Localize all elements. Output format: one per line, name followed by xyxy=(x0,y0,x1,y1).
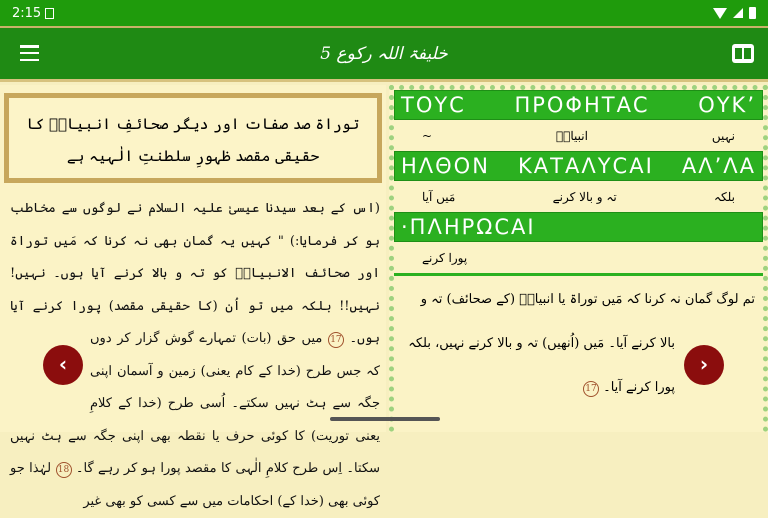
status-bar xyxy=(0,0,768,26)
app-bar xyxy=(0,26,768,82)
divider xyxy=(394,273,763,276)
screenshot-icon xyxy=(45,8,54,19)
greek-word[interactable]: ΗΛΘΟΝ xyxy=(401,154,490,178)
section-heading: توراۃ صد صفات اور دیگر صحائفِ انبیاءؑ کا حقیقی مقصد ظہورِ سلطنتِ الٰہیہ ہے xyxy=(4,93,382,183)
greek-word[interactable]: ΑΛ’ΛΑ xyxy=(681,154,756,178)
urdu-row xyxy=(394,242,763,273)
clock: 2:15 xyxy=(12,5,42,21)
urdu-row xyxy=(394,181,763,212)
previous-button[interactable]: ‹ xyxy=(43,345,83,385)
translation: تم لوگ گمان نہ کرنا کہ مَیں توراۃ یا انبیاءؑ (کے صحائف) تہ و بالا کرنے آیا۔ مَیں (اُنھیں) تہ و بالا کرنے نہیں، بلکہ پورا کرنے آیا۔ xyxy=(408,292,755,395)
urdu-gloss: ~ xyxy=(422,128,433,143)
book-view-icon[interactable] xyxy=(732,44,754,63)
urdu-gloss: نہیں xyxy=(711,128,735,143)
battery-icon xyxy=(749,7,756,19)
greek-word[interactable]: ΚΑΤΑΛΥϹΑΙ xyxy=(518,154,654,178)
greek-row xyxy=(394,151,763,181)
translation-text xyxy=(394,278,763,410)
greek-word[interactable]: ΠΡΟΦΗΤΑϹ xyxy=(514,93,650,117)
greek-word[interactable]: ΤΟΥϹ xyxy=(401,93,466,117)
urdu-gloss: پورا کرنے xyxy=(422,250,468,265)
urdu-gloss: تہ و بالا کرنے xyxy=(552,189,617,204)
signal-icon xyxy=(733,8,743,18)
paragraph: لہٰذا جو کوئی بھی (خدا کے) احکامات میں سے کسی کو بھی غیر xyxy=(10,461,380,509)
greek-word[interactable]: ΟΥΚ’ xyxy=(698,93,756,117)
next-button[interactable]: › xyxy=(684,345,724,385)
wifi-icon xyxy=(713,8,727,19)
greek-row xyxy=(394,212,763,242)
greek-word[interactable]: ·ΠΛΗΡΩϹΑΙ xyxy=(401,215,536,239)
urdu-gloss: مَیں آیا xyxy=(422,189,456,204)
urdu-gloss: انبیاءؑ xyxy=(555,128,588,143)
verse-marker[interactable]: 17 xyxy=(583,381,599,397)
verse-marker[interactable]: 17 xyxy=(328,332,344,348)
page-title: خلیفۃ اللہ رکوع 5 xyxy=(320,44,448,64)
verse-marker[interactable]: 18 xyxy=(56,462,72,478)
scroll-indicator[interactable] xyxy=(330,417,440,421)
menu-icon[interactable] xyxy=(20,45,39,61)
urdu-row xyxy=(394,120,763,151)
paragraph: (اس کے بعد سیدنا عیسیٰ علیہ السلام نے لوگوں سے مخاطب ہو کر فرمایا:) " کہیں یہ گمان بھی نہ کرنا کہ مَیں توراۃ اور صحائف الانبیاءؑ کو تہ و بالا کرنے آیا ہوں۔ نہیں! نہیں!! بلکہ میں تو اُن (کا حقیقی مقصد) پورا کرنے آیا ہوں۔ xyxy=(10,201,380,346)
urdu-gloss: بلکہ xyxy=(714,189,735,204)
paragraph: میں حق (بات) تمہارے گوش گزار کر دوں کہ جس طرح (خدا کے کام یعنی) زمین و آسمان اپنی جگہ سے ہٹ نہیں سکتے۔ اُسی طرح (خدا کے کلامِ یعنی توریت) کا کوئی حرف یا نقطہ بھی اپنی جگہ سے ہٹ نہیں سکتا۔ اِس طرح کلامِ الٰہی کا مقصد پورا ہو کر رہے گا۔ xyxy=(10,331,380,476)
greek-row xyxy=(394,90,763,120)
